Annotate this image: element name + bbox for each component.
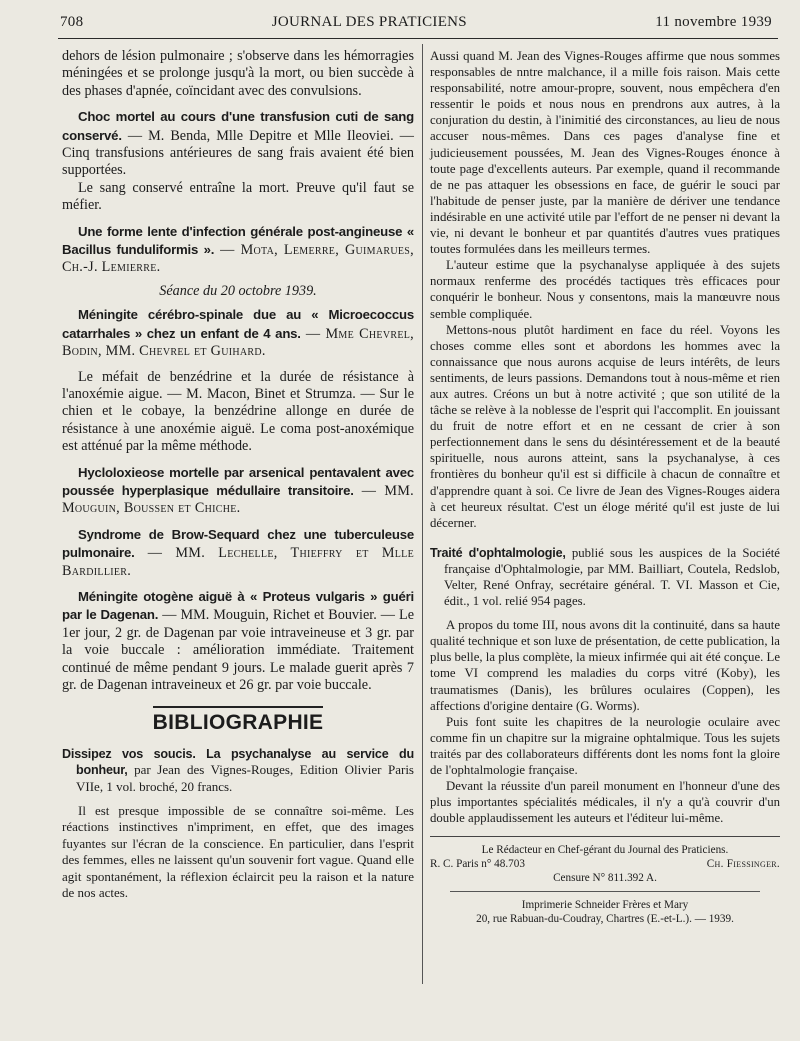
paragraph: A propos du tome III, nous avons dit la continuité, dans sa haute qualité technique et son luxe de présentation, de cette publication, la plus belle, la plus complète, la mieux infirmée qui ait été conçue. Le tome VI comprend les maladies du corps vitré (Koby), les traumatismes (Danis), les brûlures oculaires (Coppen), les affections d'origine dentaire (G. Worms). (430, 618, 781, 713)
report-authors: — MM. Mouguin, Richet et Bouvier. — Le 1er jour, 2 gr. de Dagenan par voie intraveineuse et 3 gr. par la voie buccale : amélioration immédiate. Traitement continué de même pendant 9 jours. Le malade guerit après 7 gr. de Dagenan intraveineux et 26 gr. par voie buccale. (62, 607, 414, 693)
column-divider (422, 44, 423, 984)
colophon-rule (450, 891, 760, 892)
left-column (62, 48, 414, 901)
report-title: Hycloloxieose mortelle par arsenical pentavalent avec poussée hyperplasique médullaire transitoire. (62, 464, 414, 498)
paragraph: Il est presque impossible de se connaître soi-même. Les réactions instinctives n'impriment, en effet, que des images fuyantes sur l'écran de la conscience. En particulier, dans l'esprit des femmes, elles ne laissent qu'un souvenir fort vague. Quand elle agit spontanément, la réflexion éclaircit peu la raison et la nature de nos actes. (62, 803, 414, 901)
report-authors: — MM. Lechelle, Thieffry et Mlle Bardillier. (62, 545, 414, 579)
paragraph: Mettons-nous plutôt hardiment en face du réel. Voyons les choses comme elles sont et abordons les hommes avec la connaissance que nous aurons acquise de leurs intérêts, de leurs sentiments, de leurs passions. Demandons tout à nous-même et rien aux autres. Créons un but à notre activité ; que son utilité de la tâche se relève à la noblesse de l'esprit qui l'accomplit. En jouissant du fruit de notre effort et en ne cessant de crier à son perfectionnement dans le sens du désintéressement et de la beauté spirituelle, nous aurons atteint, sans la psychanalyse, à ces frontières du bonheur qu'il est si difficile à chacun de connaître et d'apprendre quant à soi. Ce livre de Jean des Vignes-Rouges aidera à cet heureux résultat. C'est un éloge mérité qu'il est juste de lui décerner. (430, 322, 780, 530)
paragraph: Le méfait de benzédrine et la durée de résistance à l'anoxémie aigue. — M. Macon, Binet et Strumza. — Sur le chien et le cobaye, la benzédrine allonge en durée de résistance à une anoxémie aiguë. Le coma post-anoxémique est atténué par la même méthode. (62, 368, 414, 455)
report-authors: — Mota, Lemerre, Guimarues, Ch.-J. Lemierre. (62, 242, 414, 276)
page-header (60, 14, 772, 38)
book-entry (62, 746, 414, 795)
paragraph: Puis font suite les chapitres de la neurologie oculaire avec comme fin un chapitre sur la migraine ophtalmique. Tous les sujets traités par des collaborateurs différents dont les noms font la gloire de l'ophtalmologie française. (430, 714, 780, 778)
report-title: Méningite otogène aiguë à « Proteus vulgaris » guéri par le Dagenan. (62, 588, 414, 623)
colophon-censure: Censure N° 811.392 A. (553, 872, 657, 885)
report-entry (62, 464, 414, 518)
colophon-registry: R. C. Paris n° 48.703 (430, 858, 525, 871)
right-column (430, 48, 780, 926)
report-title: Une forme lente d'infection générale post-angineuse « Bacillus funduliformis ». (62, 223, 414, 258)
session-heading: Séance du 20 octobre 1939. (159, 282, 317, 299)
report-authors: — Mme Chevrel, Bodin, MM. Chevrel et Guihard. (62, 325, 414, 360)
book-info: par Jean des Vignes-Rouges, Edition Olivier Paris VIIe, 1 vol. broché, 20 francs. (76, 762, 414, 794)
header-rule (58, 38, 778, 39)
page-number: 708 (60, 14, 84, 30)
colophon-line (430, 857, 780, 871)
printer-name: Imprimerie Schneider Frères et Mary (521, 899, 689, 912)
issue-date: 11 novembre 1939 (655, 14, 772, 30)
colophon-editor: Le Rédacteur en Chef-gérant du Journal des Praticiens. (481, 844, 729, 857)
printer-address: 20, rue Rabuan-du-Coudray, Chartres (E.-et-L.). — 1939. (476, 913, 734, 926)
report-title: Choc mortel au cours d'une transfusion cuti de sang conservé. (62, 109, 414, 143)
report-entry (62, 526, 414, 580)
paragraph: Devant la réussite d'un pareil monument en l'honneur d'une des plus importantes spécialités médicales, il n'y a qu'à couvrir d'un double applaudissement les auteurs et l'éditeur lui-même. (430, 779, 780, 826)
book-entry (430, 545, 780, 609)
report-authors: — M. Benda, Mlle Depitre et Mlle Ileoviei. — Cinq transfusions antérieures de sang frais avaient été bien supportées. (62, 127, 414, 179)
colophon-signature: Ch. Fiessinger. (706, 858, 780, 871)
book-info: publié sous les auspices de la Société française d'Ophtalmologie, par MM. Bailliart, Coutela, Redslob, Velter, René Onfray, secrétaire général. T. VI. Masson et Cie, édit., 1 vol. relié 954 pages. (444, 545, 780, 609)
report-entry (62, 588, 414, 694)
bibliography-heading: BIBLIOGRAPHIE (152, 711, 324, 735)
report-title: Syndrome de Brow-Sequard chez une tuberculeuse pulmonaire. (62, 526, 414, 561)
paragraph: Le sang conservé entraîne la mort. Preuve qu'il faut se méfier. (62, 179, 414, 214)
report-entry (62, 223, 414, 277)
book-title: Dissipez vos soucis. La psychanalyse au service du bonheur, (62, 746, 414, 778)
report-entry (62, 108, 414, 180)
section-rule (153, 706, 323, 708)
paragraph: L'auteur estime que la psychanalyse appliquée à des sujets normaux renferme des procédés tactiques très efficaces pour conquérir le bonheur. Nous y consentons, mais la manœuvre nous semble compliquée. (430, 258, 780, 321)
colophon (430, 843, 780, 926)
paragraph: Aussi quand M. Jean des Vignes-Rouges affirme que nous sommes responsables de nntre malchance, il a mille fois raison. Mais cette responsabilité, notre amour-propre, souvent, nous empêchera d'en ressentir le poids et nous nous en prendrons aux autres, à la conjuration du destin, à l'inimitié des circonstances, au lieu de nous accuser nous-mêmes. Dans ces pages d'analyse fine et judicieusement poussées, M. Jean des Vignes-Rouges énonce à toute page d'excellents auteurs. Par exemple, quand il recommande de ne pas attaquer les obsessions en face, de guérir le souci par l'habitude de penser juste, par la manière de dériver une tendance indésirable en une activité utile par l'effort de ne penser ni devant la vie, ni devant le bonheur et par quantités d'autres vues pratiques toutes formulées dans les meilleurs termes. (430, 49, 780, 257)
report-entry (62, 306, 414, 360)
footer-rule (430, 836, 780, 837)
journal-title: JOURNAL DES PRATICIENS (271, 14, 467, 30)
report-title: Méningite cérébro-spinale due au « Microecoccus catarrhales » chez un enfant de 4 ans. (62, 307, 414, 341)
book-title: Traité d'ophtalmologie, (430, 545, 566, 560)
report-authors: — MM. Mouguin, Boussen et Chiche. (62, 482, 414, 517)
paragraph: dehors de lésion pulmonaire ; s'observe dans les hémorragies méningées et se prolonge jusqu'à la mort, ou bien succède à des phases d'apnée, coïncidant avec des convulsions. (62, 48, 414, 99)
